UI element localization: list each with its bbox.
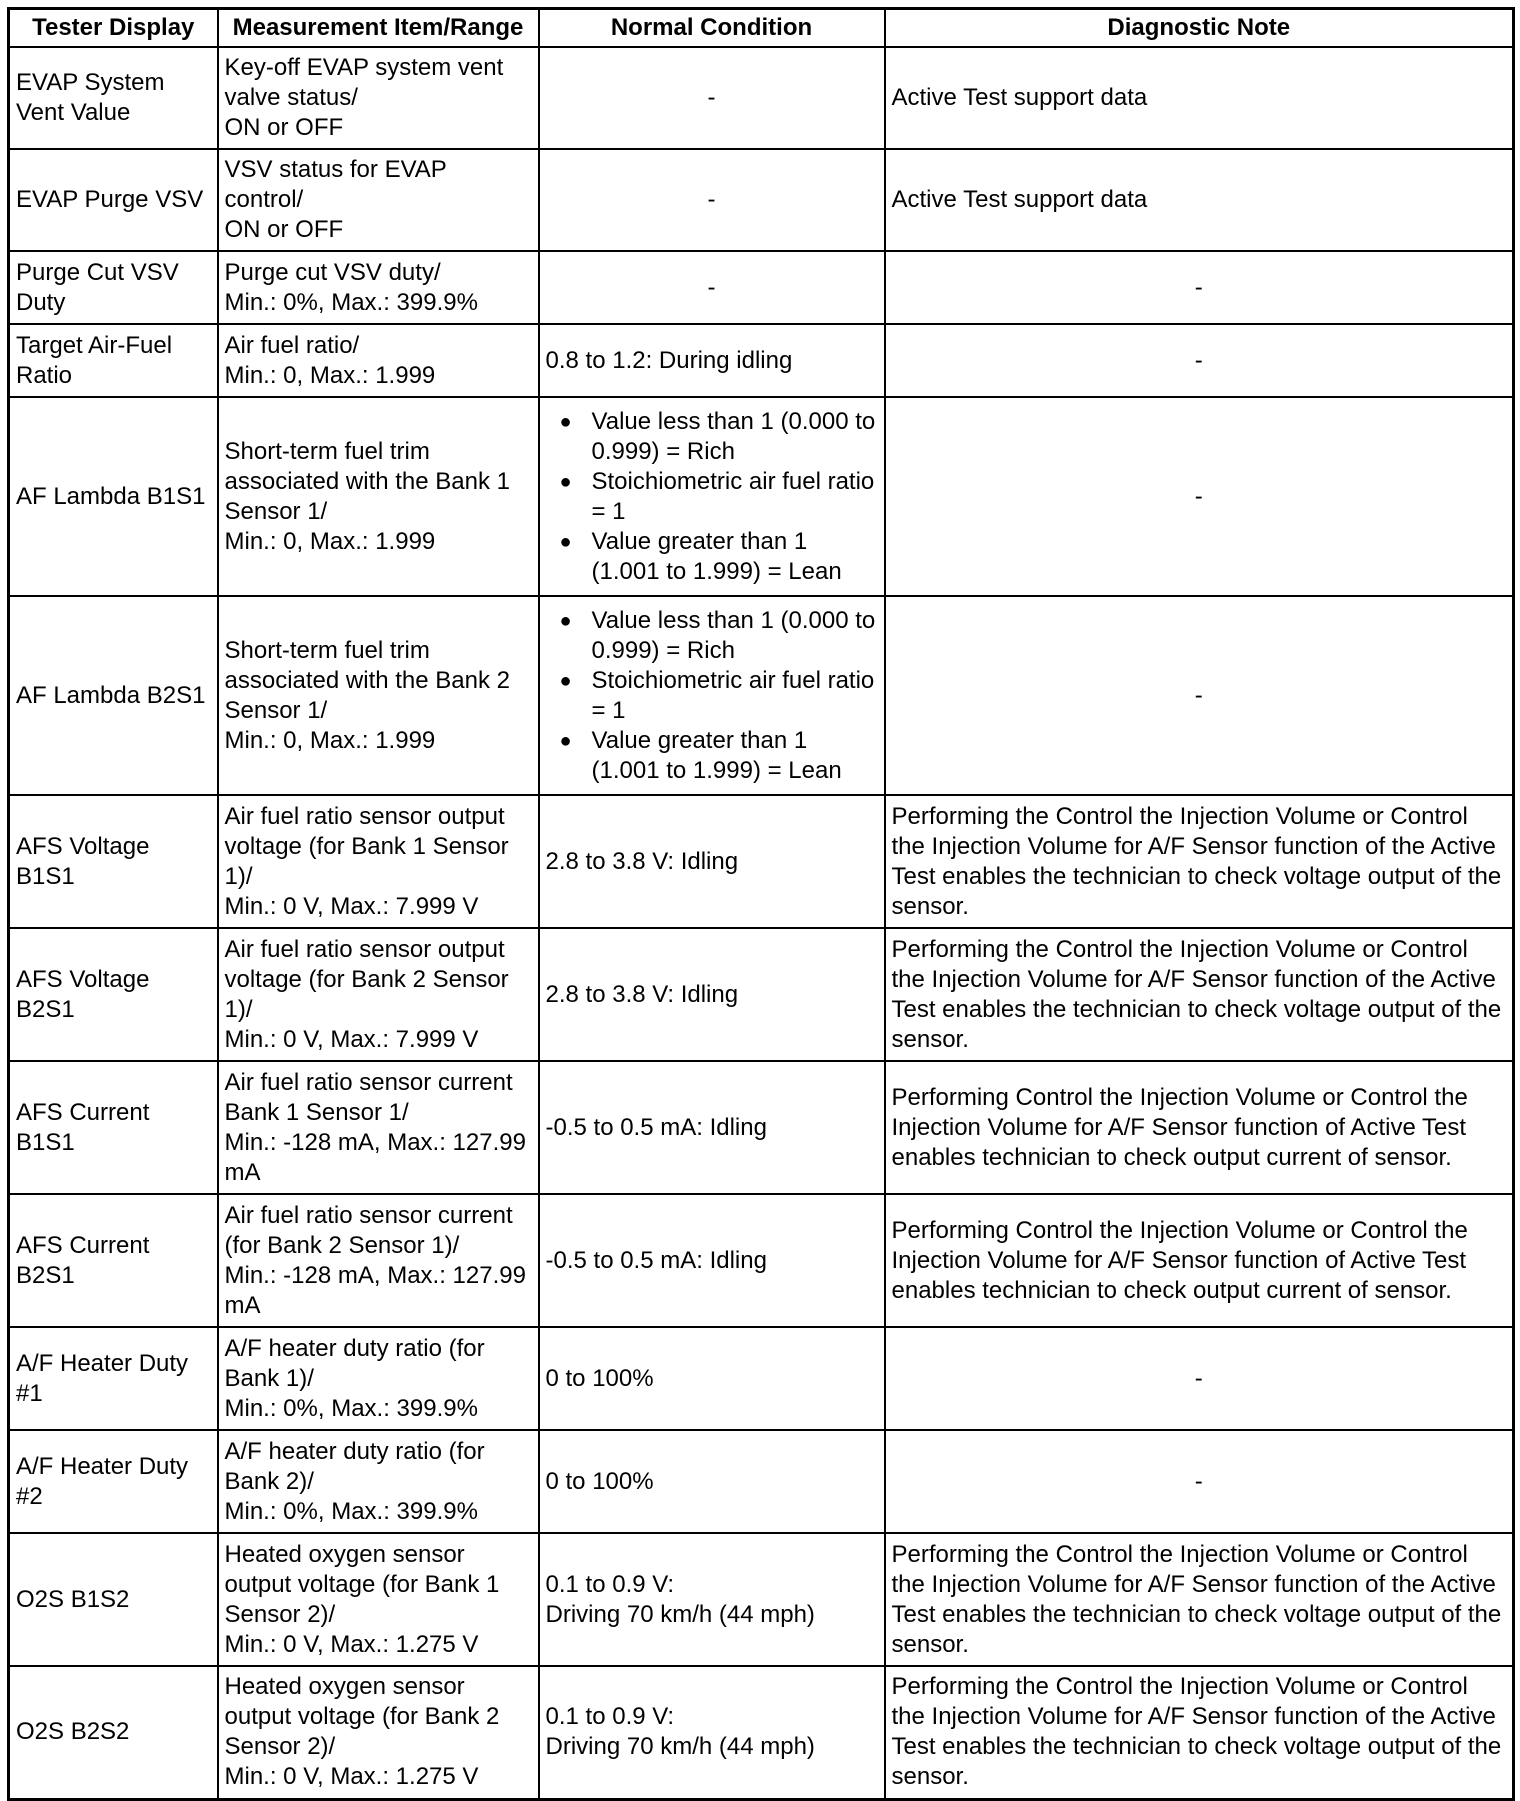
measurement-cell: [218, 251, 539, 324]
normal-condition-cell: [539, 397, 885, 596]
diagnostic-note-cell: Performing the Control the Injection Volume or Control the Injection Volume for A/F Sensor function of the Active Test enables the technician to check voltage output of the sensor.: [885, 1666, 1514, 1799]
normal-condition-cell: -: [539, 149, 885, 251]
data-list-table-container: [7, 7, 1512, 1801]
diagnostic-note-cell: Performing the Control the Injection Volume or Control the Injection Volume for A/F Sensor function of the Active Test enables the technician to check voltage output of the sensor.: [885, 795, 1514, 928]
measurement-cell: [218, 324, 539, 397]
normal-condition-cell: [539, 1533, 885, 1666]
normal-condition-list: [560, 606, 878, 786]
measurement-desc: Air fuel ratio sensor output voltage (for Bank 1 Sensor 1)/: [224, 802, 509, 890]
normal-condition-cell: -: [539, 251, 885, 324]
table-row: [9, 1061, 1514, 1194]
measurement-range: Min.: 0%, Max.: 399.9%: [224, 288, 478, 316]
diagnostic-note-cell: -: [885, 1430, 1514, 1533]
normal-condition-cell: 2.8 to 3.8 V: Idling: [539, 795, 885, 928]
measurement-cell: [218, 1533, 539, 1666]
list-item: ● Stoichiometric air fuel ratio = 1: [560, 666, 878, 726]
measurement-desc: Air fuel ratio sensor current Bank 1 Sensor 1/: [224, 1068, 513, 1126]
measurement-range: Min.: 0 V, Max.: 1.275 V: [224, 1763, 479, 1791]
tester-display-cell: O2S B2S2: [9, 1666, 218, 1799]
normal-condition-cell: -: [539, 47, 885, 149]
normal-condition-line: Driving 70 km/h (44 mph): [545, 1600, 815, 1628]
measurement-desc: Short-term fuel trim associated with the Bank 1 Sensor 1/: [224, 437, 511, 525]
list-item: ● Value less than 1 (0.000 to 0.999) = Rich: [560, 407, 878, 467]
measurement-range: Min.: 0%, Max.: 399.9%: [224, 1394, 478, 1422]
header-diagnostic-note: Diagnostic Note: [885, 9, 1514, 48]
measurement-range: Min.: 0, Max.: 1.999: [224, 361, 436, 389]
measurement-range: Min.: 0 V, Max.: 7.999 V: [224, 1025, 479, 1053]
diagnostic-note-cell: -: [885, 397, 1514, 596]
diagnostic-note-cell: Performing Control the Injection Volume or Control the Injection Volume for A/F Sensor function of Active Test enables technician to check output current of sensor.: [885, 1061, 1514, 1194]
diagnostic-note-cell: -: [885, 251, 1514, 324]
diagnostic-note-cell: Performing the Control the Injection Volume or Control the Injection Volume for A/F Sensor function of the Active Test enables the technician to check voltage output of the sensor.: [885, 1533, 1514, 1666]
normal-condition-cell: [539, 1666, 885, 1799]
normal-condition-list: [560, 407, 878, 587]
measurement-cell: [218, 928, 539, 1061]
header-row: [9, 9, 1514, 48]
measurement-range: Min.: -128 mA, Max.: 127.99 mA: [224, 1128, 526, 1186]
measurement-desc: Air fuel ratio sensor output voltage (for Bank 2 Sensor 1)/: [224, 935, 509, 1023]
header-normal-condition: Normal Condition: [539, 9, 885, 48]
table-row: [9, 251, 1514, 324]
measurement-cell: [218, 795, 539, 928]
measurement-cell: [218, 1327, 539, 1430]
table-row: [9, 149, 1514, 251]
table-row: [9, 1194, 1514, 1327]
measurement-cell: [218, 1061, 539, 1194]
measurement-cell: [218, 1430, 539, 1533]
measurement-desc: Key-off EVAP system vent valve status/: [224, 54, 504, 111]
table-row: [9, 1430, 1514, 1533]
normal-condition-cell: 2.8 to 3.8 V: Idling: [539, 928, 885, 1061]
normal-condition-cell: [539, 596, 885, 795]
diagnostic-note-cell: -: [885, 324, 1514, 397]
measurement-desc: Heated oxygen sensor output voltage (for Bank 2 Sensor 2)/: [224, 1673, 500, 1761]
table-row: [9, 795, 1514, 928]
normal-condition-cell: 0.8 to 1.2: During idling: [539, 324, 885, 397]
diagnostic-note-cell: -: [885, 1327, 1514, 1430]
measurement-range: Min.: -128 mA, Max.: 127.99 mA: [224, 1261, 526, 1319]
measurement-desc: Air fuel ratio sensor current (for Bank 2 Sensor 1)/: [224, 1201, 513, 1259]
measurement-desc: VSV status for EVAP control/: [224, 156, 447, 213]
measurement-cell: [218, 397, 539, 596]
tester-display-cell: A/F Heater Duty #2: [9, 1430, 218, 1533]
measurement-desc: A/F heater duty ratio (for Bank 2)/: [224, 1437, 485, 1495]
table-row: [9, 397, 1514, 596]
header-tester-display: Tester Display: [9, 9, 218, 48]
measurement-range: ON or OFF: [224, 216, 344, 243]
tester-display-cell: AFS Current B2S1: [9, 1194, 218, 1327]
table-row: [9, 1533, 1514, 1666]
table-row: [9, 47, 1514, 149]
diagnostic-note-cell: Active Test support data: [885, 149, 1514, 251]
measurement-desc: Purge cut VSV duty/: [224, 258, 441, 286]
table-row: [9, 928, 1514, 1061]
measurement-desc: Air fuel ratio/: [224, 331, 360, 359]
measurement-cell: [218, 149, 539, 251]
normal-condition-cell: -0.5 to 0.5 mA: Idling: [539, 1061, 885, 1194]
measurement-desc: Heated oxygen sensor output voltage (for Bank 1 Sensor 2)/: [224, 1540, 500, 1628]
tester-display-cell: AFS Voltage B1S1: [9, 795, 218, 928]
measurement-desc: A/F heater duty ratio (for Bank 1)/: [224, 1334, 485, 1392]
data-list-table: [7, 7, 1515, 1801]
normal-condition-line: 0.1 to 0.9 V:: [545, 1570, 675, 1598]
diagnostic-note-cell: Active Test support data: [885, 47, 1514, 149]
tester-display-cell: O2S B1S2: [9, 1533, 218, 1666]
diagnostic-note-cell: Performing Control the Injection Volume or Control the Injection Volume for A/F Sensor function of Active Test enables technician to check output current of sensor.: [885, 1194, 1514, 1327]
measurement-range: Min.: 0%, Max.: 399.9%: [224, 1497, 478, 1525]
table-row: [9, 324, 1514, 397]
tester-display-cell: AF Lambda B2S1: [9, 596, 218, 795]
tester-display-cell: Purge Cut VSV Duty: [9, 251, 218, 324]
diagnostic-note-cell: Performing the Control the Injection Volume or Control the Injection Volume for A/F Sensor function of the Active Test enables the technician to check voltage output of the sensor.: [885, 928, 1514, 1061]
measurement-range: Min.: 0 V, Max.: 1.275 V: [224, 1630, 479, 1658]
tester-display-cell: EVAP System Vent Value: [9, 47, 218, 149]
header-measurement-item: Measurement Item/Range: [218, 9, 539, 48]
measurement-cell: [218, 1194, 539, 1327]
list-item: ● Value greater than 1 (1.001 to 1.999) = Lean: [560, 527, 878, 587]
tester-display-cell: AF Lambda B1S1: [9, 397, 218, 596]
measurement-desc: Short-term fuel trim associated with the Bank 2 Sensor 1/: [224, 636, 511, 724]
measurement-cell: [218, 47, 539, 149]
tester-display-cell: AFS Voltage B2S1: [9, 928, 218, 1061]
tester-display-cell: AFS Current B1S1: [9, 1061, 218, 1194]
normal-condition-line: 0.1 to 0.9 V:: [545, 1703, 675, 1731]
measurement-range: ON or OFF: [224, 114, 344, 141]
table-row: [9, 1666, 1514, 1799]
tester-display-cell: A/F Heater Duty #1: [9, 1327, 218, 1430]
table-row: [9, 596, 1514, 795]
list-item: ● Value greater than 1 (1.001 to 1.999) = Lean: [560, 726, 878, 786]
tester-display-cell: Target Air-Fuel Ratio: [9, 324, 218, 397]
normal-condition-cell: 0 to 100%: [539, 1430, 885, 1533]
table-row: [9, 1327, 1514, 1430]
tester-display-cell: EVAP Purge VSV: [9, 149, 218, 251]
measurement-cell: [218, 596, 539, 795]
measurement-range: Min.: 0, Max.: 1.999: [224, 527, 436, 555]
list-item: ● Stoichiometric air fuel ratio = 1: [560, 467, 878, 527]
list-item: ● Value less than 1 (0.000 to 0.999) = Rich: [560, 606, 878, 666]
normal-condition-line: Driving 70 km/h (44 mph): [545, 1733, 815, 1761]
measurement-cell: [218, 1666, 539, 1799]
measurement-range: Min.: 0 V, Max.: 7.999 V: [224, 892, 479, 920]
normal-condition-cell: 0 to 100%: [539, 1327, 885, 1430]
normal-condition-cell: -0.5 to 0.5 mA: Idling: [539, 1194, 885, 1327]
measurement-range: Min.: 0, Max.: 1.999: [224, 726, 436, 754]
diagnostic-note-cell: -: [885, 596, 1514, 795]
